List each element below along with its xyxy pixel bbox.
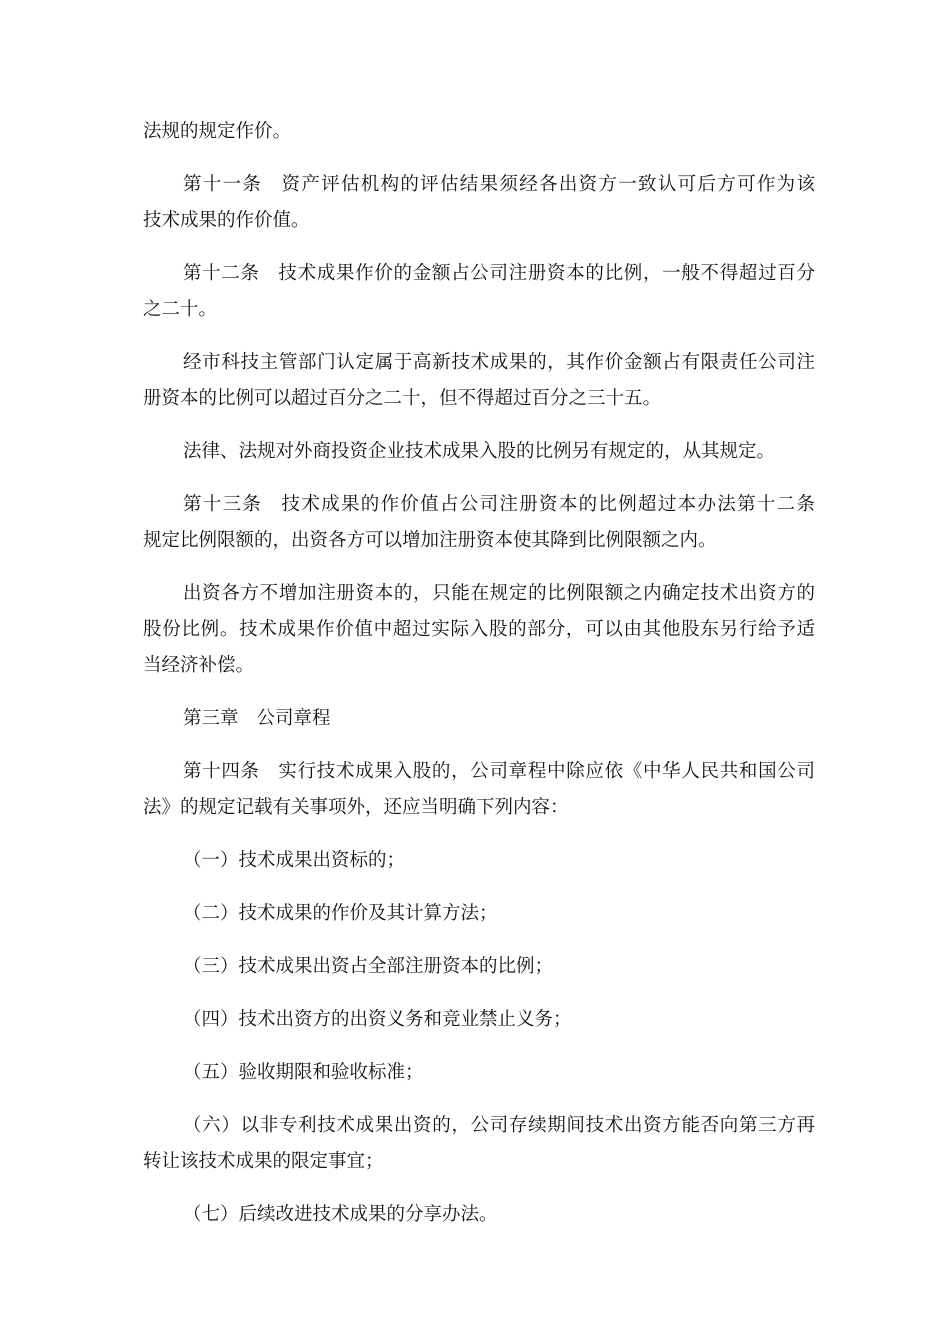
line-text: 技术成果的作价值。 [143, 210, 310, 231]
line-text: 转让该技术成果的限定事宜； [143, 1151, 384, 1172]
line-text: 规定比例限额的，出资各方可以增加注册资本使其降到比例限额之内。 [143, 530, 717, 551]
list-item [183, 850, 815, 872]
article-12-line-2 [143, 299, 815, 321]
list-item [183, 1115, 815, 1137]
paragraph-line [183, 441, 815, 463]
line-text: 当经济补偿。 [143, 655, 255, 676]
line-text: 法律、法规对外商投资企业技术成果入股的比例另有规定的，从其规定。 [183, 441, 776, 462]
article-heading: 第十一条 [183, 174, 263, 195]
line-text: （三）技术成果出资占全部注册资本的比例； [183, 956, 554, 977]
line-text: 实行技术成果入股的，公司章程中除应依《中华人民共和国公司 [277, 761, 815, 782]
line-text: （六）以非专利技术成果出资的，公司存续期间技术出资方能否向第三方再 [183, 1115, 815, 1136]
article-11-line-1 [183, 174, 815, 196]
list-item [183, 956, 815, 978]
paragraph-line [143, 619, 815, 641]
list-item [183, 903, 815, 925]
line-text: （二）技术成果的作价及其计算方法； [183, 903, 498, 924]
paragraph-line [143, 388, 815, 410]
chapter-title: 公司章程 [256, 708, 331, 729]
article-heading: 第十三条 [183, 494, 263, 515]
line-text: 资产评估机构的评估结果须经各出资方一致认可后方可作为该 [280, 174, 815, 195]
paragraph-line [183, 583, 815, 605]
article-13-line-2 [143, 530, 815, 552]
line-text: 技术成果的作价值占公司注册资本的比例超过本办法第十二条 [280, 494, 815, 515]
chapter-number: 第三章 [183, 708, 239, 729]
line-text: 股份比例。技术成果作价值中超过实际入股的部分，可以由其他股东另行给予适 [143, 619, 815, 640]
article-heading: 第十四条 [183, 761, 260, 782]
paragraph-line [143, 655, 815, 677]
line-text: 法规的规定作价。 [143, 121, 292, 142]
line-text: （五）验收期限和验收标准； [183, 1062, 424, 1083]
chapter-heading [183, 708, 815, 730]
paragraph-line [183, 352, 815, 374]
line-text: 技术成果作价的金额占公司注册资本的比例，一般不得超过百分 [277, 263, 815, 284]
line-text: （四）技术出资方的出资义务和竞业禁止义务； [183, 1009, 572, 1030]
article-11-line-2 [143, 210, 815, 232]
article-heading: 第十二条 [183, 263, 260, 284]
line-text: （七）后续改进技术成果的分享办法。 [183, 1204, 498, 1225]
list-item-continuation [143, 1151, 815, 1173]
text-line [143, 121, 815, 143]
line-text: 法》的规定记载有关事项外，还应当明确下列内容： [143, 797, 569, 818]
article-14-line-1 [183, 761, 815, 783]
line-text: 经市科技主管部门认定属于高新技术成果的，其作价金额占有限责任公司注 [183, 352, 815, 373]
line-text: 之二十。 [143, 299, 218, 320]
line-text: 册资本的比例可以超过百分之二十，但不得超过百分之三十五。 [143, 388, 662, 409]
article-13-line-1 [183, 494, 815, 516]
list-item [183, 1204, 815, 1226]
list-item [183, 1062, 815, 1084]
line-text: （一）技术成果出资标的； [183, 850, 406, 871]
article-12-line-1 [183, 263, 815, 285]
line-text: 出资各方不增加注册资本的，只能在规定的比例限额之内确定技术出资方的 [183, 583, 815, 604]
list-item [183, 1009, 815, 1031]
article-14-line-2 [143, 797, 815, 819]
